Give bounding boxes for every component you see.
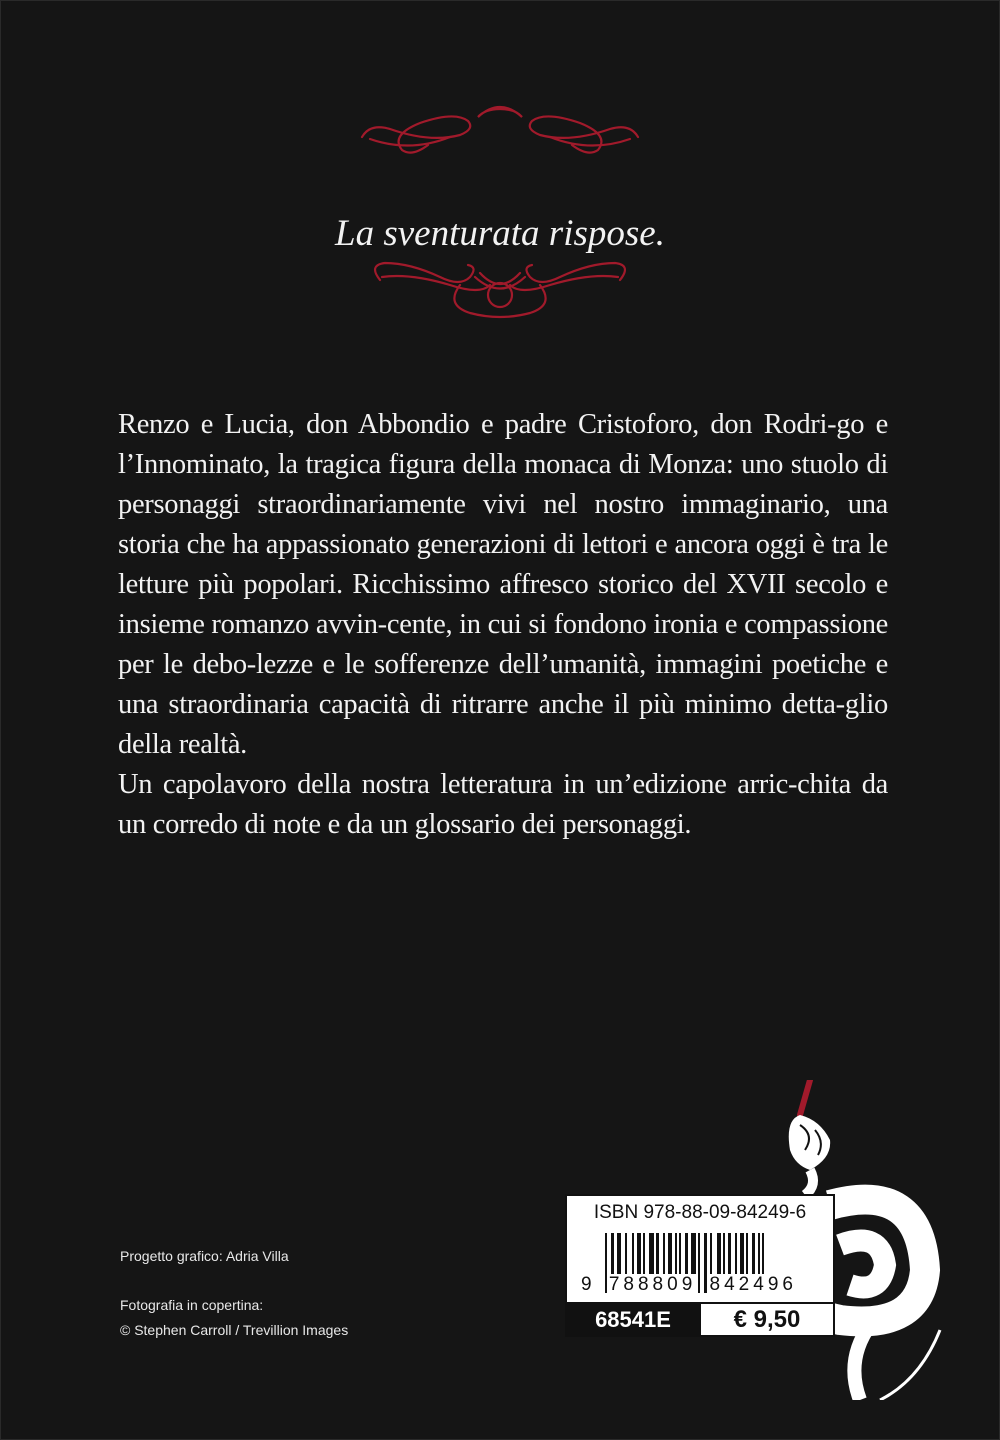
photo-credit-name: © Stephen Carroll / Trevillion Images: [120, 1322, 349, 1338]
barcode-digit-first: 9: [581, 1274, 596, 1295]
photo-credit: [120, 1293, 348, 1343]
flourish-ornament-bottom-icon: [350, 255, 650, 325]
photo-credit-label: Fotografia in copertina:: [120, 1297, 264, 1313]
barcode-digits-right: 842496: [709, 1274, 797, 1295]
isbn-barcode-label: [565, 1194, 835, 1337]
blurb-paragraph-1: Renzo e Lucia, don Abbondio e padre Cristoforo, don Rodri-go e l’Innominato, la tragica figura della monaca di Monza: uno stuolo di personaggi straordinariamente vivi nel nostro immaginario, una storia che ha appassionato generazioni di lettori e ancora oggi è tra le letture più popolari. Ricchissimo affresco storico del XVII secolo e insieme romanzo avvin-cente, in cui si fondono ironia e compassione per le debo-lezze e le sofferenze dell’umanità, immagini poetiche e una straordinaria capacità di ritrarre anche il più minimo detta-glio della realtà.: [118, 409, 888, 760]
barcode-digits: [579, 1274, 799, 1296]
product-code: 68541E: [567, 1304, 699, 1335]
barcode-digits-left: 788809: [608, 1274, 697, 1295]
isbn-number: ISBN 978-88-09-84249-6: [593, 1202, 807, 1223]
tagline: La sventurata rispose.: [335, 213, 665, 254]
price: € 9,50: [699, 1304, 833, 1335]
barcode-footer: [567, 1302, 833, 1335]
blurb-paragraph-2: Un capolavoro della nostra letteratura in un’edizione arric-chita da un corredo di note e da un glossario dei personaggi.: [118, 769, 888, 840]
flourish-ornament-top-icon: [350, 95, 650, 155]
design-credit: Progetto grafico: Adria Villa: [120, 1248, 289, 1264]
blurb-text: [118, 405, 888, 845]
